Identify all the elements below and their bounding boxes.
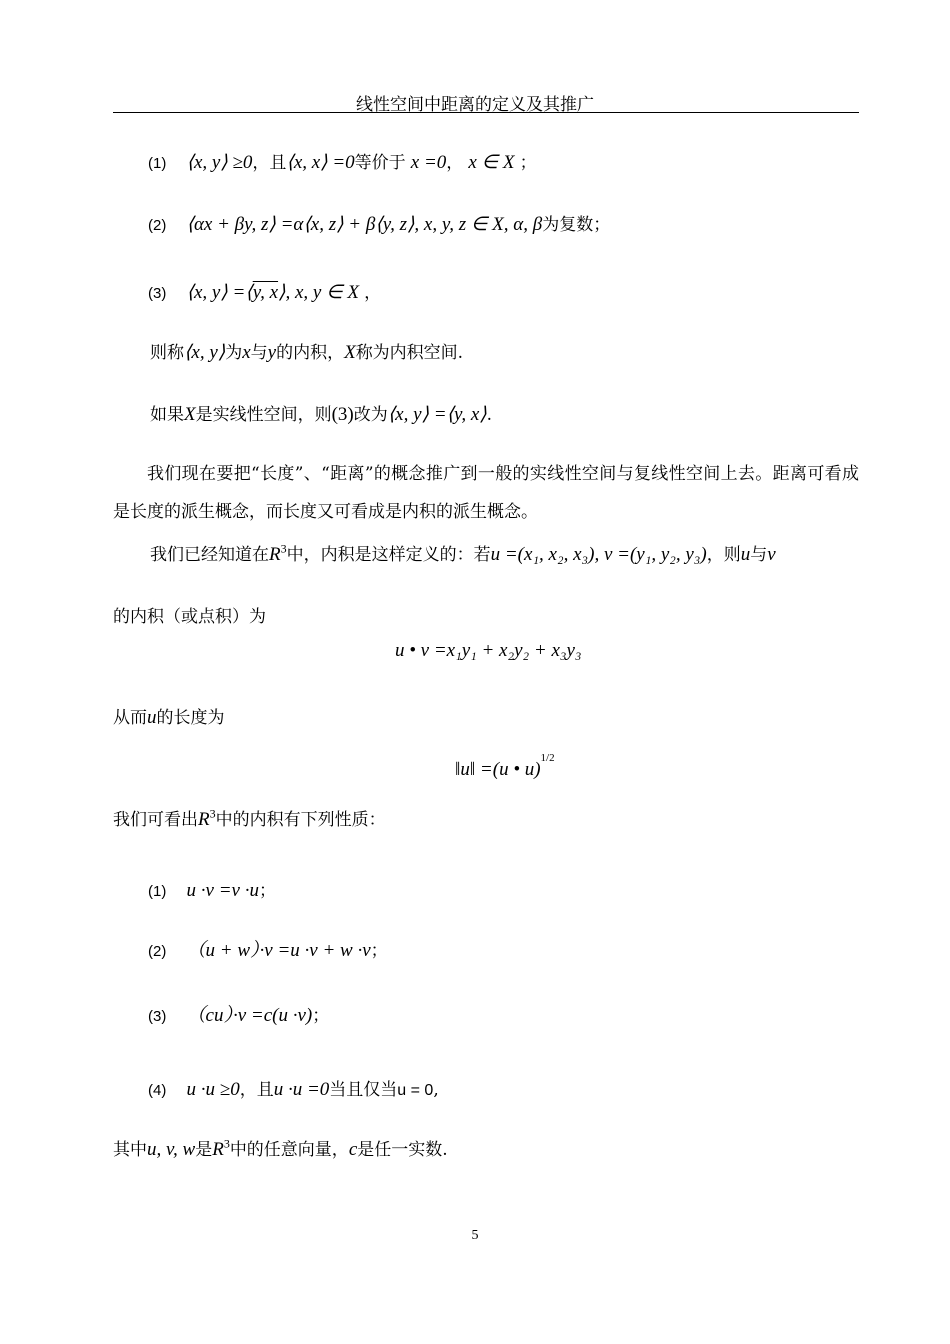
text: 与 bbox=[750, 545, 768, 565]
text: ，且 bbox=[239, 1080, 274, 1100]
dot-product-formula: u • v =x₁y₁ + x₂y₂ + x₃y₃ bbox=[395, 640, 582, 661]
text: ， bbox=[364, 283, 382, 303]
header-rule bbox=[113, 112, 859, 113]
real-case-line bbox=[150, 400, 492, 426]
text: 为复数； bbox=[542, 215, 611, 235]
running-header-title: 线性空间中距离的定义及其推广 bbox=[356, 95, 594, 115]
text: 的长度为 bbox=[156, 708, 225, 728]
norm-formula bbox=[455, 752, 555, 781]
text: , bbox=[433, 1080, 439, 1100]
conjugate-term: y, x bbox=[252, 282, 279, 303]
formula: $R^3$ bbox=[198, 806, 216, 830]
formula: (3) bbox=[331, 404, 354, 425]
text: 是 bbox=[195, 1140, 213, 1160]
text: ，且 bbox=[252, 153, 287, 173]
text: ， bbox=[446, 153, 464, 173]
text: 中，内积是这样定义的：若 bbox=[286, 545, 491, 565]
text: ； bbox=[258, 881, 276, 901]
text: ，则 bbox=[706, 545, 741, 565]
text: 称为内积空间. bbox=[355, 343, 464, 363]
formula: u, v, w bbox=[147, 1139, 196, 1160]
text: 我们可看出 bbox=[113, 810, 198, 830]
text: 等价于 bbox=[354, 153, 406, 173]
text: 中的任意向量， bbox=[229, 1140, 349, 1160]
axiom-2 bbox=[148, 210, 610, 236]
properties-intro bbox=[113, 805, 386, 831]
text: ； bbox=[312, 1006, 330, 1026]
text: 则称 bbox=[150, 343, 184, 363]
text: 是实线性空间，则 bbox=[195, 405, 332, 425]
item-number: (1) bbox=[148, 155, 167, 172]
item-number: (3) bbox=[148, 285, 167, 302]
item-number: (1) bbox=[148, 883, 167, 900]
formula: v bbox=[767, 544, 776, 565]
axiom-1 bbox=[148, 148, 537, 174]
text: 是任一实数. bbox=[357, 1140, 448, 1160]
item-number: (2) bbox=[148, 943, 167, 960]
formula: （cu）·v =c(u ·v) bbox=[186, 1005, 313, 1026]
formula: ⟨x, x⟩ =0 bbox=[286, 152, 355, 173]
page-number: 5 bbox=[471, 1228, 479, 1243]
formula: X bbox=[344, 342, 356, 363]
property-4 bbox=[148, 1075, 439, 1101]
item-number: (3) bbox=[148, 1008, 167, 1025]
formula: u =(x₁, x₂, x₃), v =(y₁, y₂, y₃) bbox=[490, 544, 707, 565]
r3-definition-line bbox=[150, 540, 776, 566]
text: . bbox=[486, 405, 493, 425]
text: 从而 bbox=[113, 708, 147, 728]
item-number: (4) bbox=[148, 1082, 167, 1099]
formula: ⟨x, y⟩ =⟨y, x⟩ bbox=[387, 404, 487, 425]
property-1 bbox=[148, 876, 276, 902]
formula: u bbox=[740, 544, 751, 565]
formula: c bbox=[348, 1139, 358, 1160]
formula: ⟨αx + βy, z⟩ =α⟨x, z⟩ + β⟨y, z⟩, x, y, z ∈ X, α, β bbox=[186, 214, 543, 235]
property-3 bbox=[148, 1000, 329, 1027]
formula: ⟨x, y⟩ ≥0 bbox=[186, 152, 253, 173]
r3-definition-line-2: 的内积（或点积）为 bbox=[113, 607, 266, 627]
formula: （u + w）·v =u ·v + w ·v bbox=[186, 940, 371, 961]
text: 当且仅当 bbox=[329, 1080, 398, 1100]
formula: $R^3$ bbox=[269, 541, 287, 565]
text: 如果 bbox=[150, 405, 184, 425]
definition-line bbox=[150, 338, 463, 364]
formula: u bbox=[147, 707, 157, 728]
formula: ⟩, x, y ∈ X bbox=[278, 282, 359, 303]
text: 中的内积有下列性质： bbox=[215, 810, 386, 830]
property-2 bbox=[148, 935, 388, 962]
formula: ‖u‖ =(u • u) bbox=[455, 759, 541, 780]
formula: u ·u ≥0 bbox=[186, 1079, 240, 1100]
formula: u ·v =v ·u bbox=[186, 880, 259, 901]
formula: x bbox=[242, 342, 251, 363]
formula: X bbox=[184, 404, 196, 425]
text: 改为 bbox=[353, 405, 388, 425]
text: 为 bbox=[225, 343, 243, 363]
formula: y bbox=[267, 342, 277, 363]
formula: ⟨x, y⟩ =⟨ bbox=[186, 282, 253, 303]
formula: x =0 bbox=[410, 152, 447, 173]
formula: u ·u =0 bbox=[273, 1079, 330, 1100]
exponent: 1/2 bbox=[540, 752, 555, 764]
text: 与 bbox=[250, 343, 268, 363]
closing-line bbox=[113, 1135, 448, 1161]
length-line bbox=[113, 703, 225, 729]
text: ； bbox=[370, 941, 388, 961]
text: 的内积， bbox=[276, 343, 345, 363]
axiom-3 bbox=[148, 278, 381, 304]
text: 我们已经知道在 bbox=[150, 545, 269, 565]
paragraph-generalize: 我们现在要把“长度”、“距离”的概念推广到一般的实线性空间与复线性空间上去。距离可看成是长度的派生概念，而长度又可看成是内积的派生概念。 bbox=[113, 464, 859, 522]
text: 其中 bbox=[113, 1140, 147, 1160]
formula: x ∈ X bbox=[468, 152, 515, 173]
formula: ⟨x, y⟩ bbox=[184, 342, 226, 363]
formula: u = 0 bbox=[397, 1082, 434, 1099]
formula: $R^3$ bbox=[212, 1136, 230, 1160]
text: ； bbox=[519, 153, 537, 173]
item-number: (2) bbox=[148, 217, 167, 234]
